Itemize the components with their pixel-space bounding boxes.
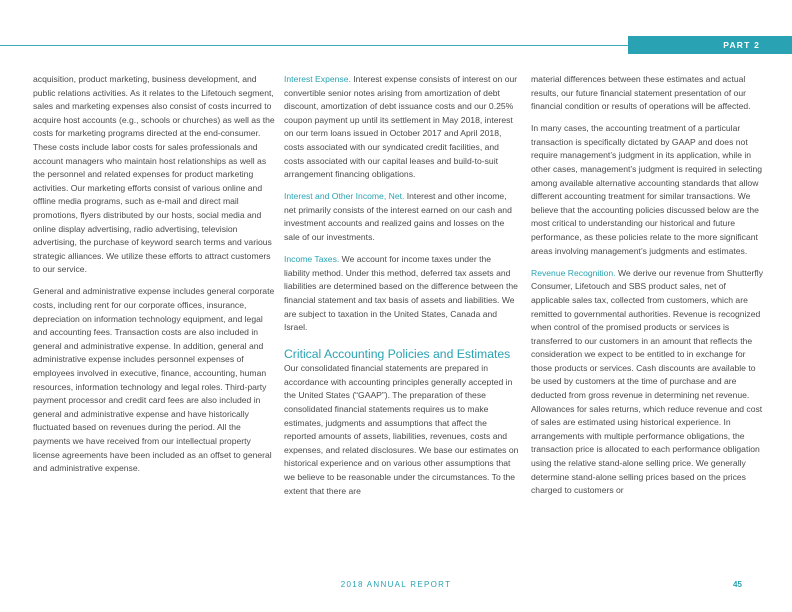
paragraph-interest-other-income <box>284 190 519 244</box>
footer-report-title: 2018 ANNUAL REPORT <box>340 580 452 589</box>
column-right <box>531 73 763 506</box>
column-left <box>33 73 275 484</box>
paragraph-consolidated-statements: Our consolidated financial statements are prepared in accordance with accounting principles generally accepted in the United States (“GAAP”). The preparation of these consolidated financial statements requires us to make estimates, judgments and assumptions that affect the reported amounts of assets, liabilities, revenues, costs and expenses, and related disclosures. We base our estimates on historical experience and on various other assumptions that we believe to be reasonable under the circumstances. To the extent that there are <box>284 363 519 496</box>
page-number: 45 <box>733 580 742 589</box>
paragraph-income-taxes <box>284 253 519 335</box>
section-heading-critical-accounting: Critical Accounting Policies and Estimates <box>284 346 511 361</box>
paragraph-sales-marketing: acquisition, product marketing, business development, and public relations activities. As it relates to the Lifetouch segment, sales and marketing expenses also consist of costs incurred to acquire host accounts (e.g., schools or churches) as well as the costs for marketing programs directed at the end-consumer. These costs include labor costs for sales professionals and account managers who maintain host relationships as well as the personnel and related expenses for product marketing activities. Our marketing efforts consist of various online and offline media programs, such as e-mail and direct mail promotions, flyers distributed by our hosts, social media and online display advertising, radio advertising, television advertising, the purchase of keyword search terms and various strategic alliances. We utilize these efforts to attract customers to our service. <box>33 74 275 275</box>
paragraph-material-differences: material differences between these estimates and actual results, our future financial statement presentation of our financial condition or results of operations will be affected. <box>531 74 751 112</box>
part-label-tab: PART 2 <box>628 36 792 54</box>
paragraph-interest-expense <box>284 73 519 182</box>
lead-income-taxes: Income Taxes. <box>284 254 340 265</box>
lead-interest-expense: Interest Expense. <box>284 74 351 84</box>
body-interest-other-income: Interest and other income, net primarily consists of the interest earned on our cash and investment accounts and realized gains and losses on the sale of our investments. <box>284 191 512 243</box>
body-revenue-recognition: We derive our revenue from Shutterfly Consumer, Lifetouch and SBS product sales, net of applicable sales tax, collected from customers, which are remitted to governmental authorities. Revenue is recognized when control of the promised products or services is transferred to our customers in an amount that reflects the consideration we expect to be entitled to in exchange for those products or services. Cash discounts are available to be used by customers at the time of purchase and are deducted from gross revenue in determining net revenue. Allowances for sales returns, which reduce revenue and cost of sales are estimated using historical experience. In arrangements with multiple performance obligations, the transaction price is allocated to each performance obligation using the relative stand-alone selling price. We generally determine stand-alone selling prices based on the prices charged to customers or <box>531 267 763 496</box>
lead-revenue-recognition: Revenue Recognition. <box>531 267 616 278</box>
column-middle <box>284 73 519 507</box>
body-income-taxes: We account for income taxes under the liability method. Under this method, deferred tax assets and liabilities are determined based on the difference between the financial statement and tax basis of assets and liabilities. We are subject to taxation in the United States, Canada and Israel. <box>284 254 518 333</box>
body-interest-expense: Interest expense consists of interest on our convertible senior notes arising from amortization of debt discount, amortization of debt issuance costs and our 0.25% coupon payment up until its settlement in May 2018, interest on our term loans issued in October 2017 and April 2018, costs associated with our syndicated credit facilities, and costs associated with our capital leases and build-to-suit arrangement financing obligations. <box>284 74 518 180</box>
paragraph-general-admin: General and administrative expense includes general corporate costs, including rent for our corporate offices, insurance, depreciation on information technology equipment, and legal and accounting fees. Transaction costs are also included in general and administrative expense. In addition, general and administrative expense includes personnel expenses of employees involved in executive, finance, accounting, human resources, information technology and legal roles. Third-party payment processor and credit card fees are also included in general and administrative expense and have historically fluctuated based on revenues during the period. All the payments we have received from our intellectual property license agreements have been included as an offset to general and administrative expense. <box>33 286 275 474</box>
paragraph-revenue-recognition <box>531 267 763 498</box>
paragraph-accounting-treatment: In many cases, the accounting treatment of a particular transaction is specifically dictated by GAAP and does not require management’s judgment in its application, while in other cases, management’s judgment is required in selecting among available alternative accounting standards that allow different accounting treatment for similar transactions. We believe that the accounting policies discussed below are the most critical to understanding our historical and future performance, as these policies relate to the more significant areas involving management’s judgments and estimates. <box>531 123 763 256</box>
header-rule <box>0 45 628 46</box>
lead-interest-other-income: Interest and Other Income, Net. <box>284 191 405 202</box>
